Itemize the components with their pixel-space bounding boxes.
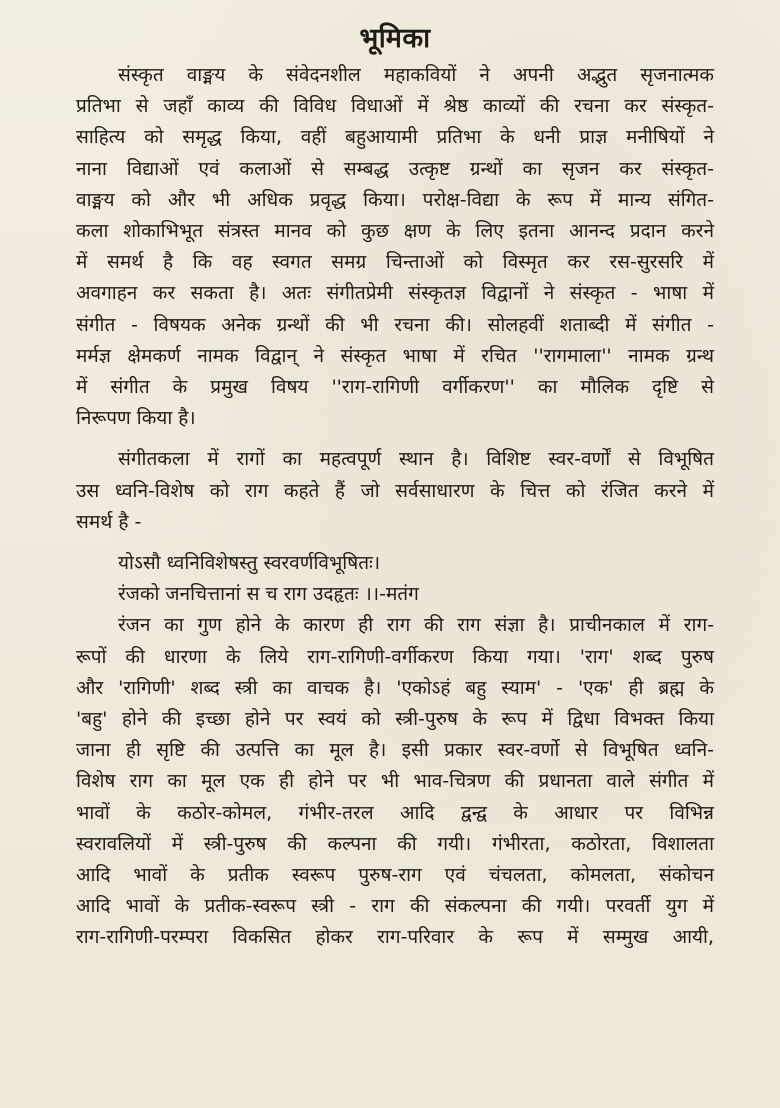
verse-line: योऽसौ ध्वनिविशेषस्तु स्वरवर्णविभूषितः।: [118, 552, 381, 575]
text-line: में संगीत के प्रमुख विषय ''राग-रागिणी वर्गीकरण'' का मौलिक दृष्टि से: [76, 376, 714, 399]
text-line: नाना विद्याओं एवं कलाओं से सम्बद्ध उत्कृष्ट ग्रन्थों का सृजन कर संस्कृत-: [76, 157, 714, 180]
paragraph-gap: [76, 434, 714, 444]
text-line: संस्कृत वाङ्मय के संवेदनशील महाकवियों ने अपनी अद्भुत सृजनात्मक: [118, 64, 714, 86]
text-line: जाना ही सृष्टि की उत्पत्ति का मूल है। इसी प्रकार स्वर-वर्णो से विभूषित ध्वनि-: [76, 739, 714, 762]
text-line: समर्थ है -: [76, 510, 142, 533]
text-line: विशेष राग का मूल एक ही होने पर भी भाव-चित्रण की प्रधानता वाले संगीत में: [76, 770, 714, 793]
text-line: में समर्थ है कि वह स्वगत समग्र चिन्ताओं को विस्मृत कर रस-सुरसरि में: [76, 251, 714, 274]
text-line: स्वरावलियों में स्त्री-पुरुष की कल्पना की गयी। गंभीरता, कठोरता, विशालता: [76, 832, 714, 855]
paragraph-gap: [76, 538, 714, 548]
text-line: कला शोकाभिभूत संत्रस्त मानव को कुछ क्षण के लिए इतना आनन्द प्रदान करने: [76, 220, 714, 243]
text-line: भावों के कठोर-कोमल, गंभीर-तरल आदि द्वन्द्व के आधार पर विभिन्न: [76, 801, 714, 824]
text-line: 'बहु' होने की इच्छा होने पर स्वयं को स्त्री-पुरुष के रूप में द्विधा विभक्त किया: [76, 708, 714, 731]
text-line: मर्मज्ञ क्षेमकर्ण नामक विद्वान् ने संस्कृत भाषा में रचित ''रागमाला'' नामक ग्रन्थ: [76, 344, 714, 367]
paragraph-3: [76, 610, 714, 953]
page-title: भूमिका: [359, 23, 431, 54]
text-line: रंजन का गुण होने के कारण ही राग की राग संज्ञा है। प्राचीनकाल में राग-: [118, 614, 714, 637]
text-line: रूपों की धारणा के लिये राग-रागिणी-वर्गीकरण किया गया। 'राग' शब्द पुरुष: [76, 645, 714, 668]
text-line: आदि भावों के प्रतीक स्वरूप पुरुष-राग एवं चंचलता, कोमलता, संकोचन: [76, 864, 714, 887]
text-line: और 'रागिणी' शब्द स्त्री का वाचक है। 'एकोऽहं बहु स्याम' - 'एक' ही ब्रह्म के: [76, 676, 714, 699]
text-line: साहित्य को समृद्ध किया, वहीं बहुआयामी प्रतिभा के धनी प्राज्ञ मनीषियों ने: [76, 126, 714, 149]
text-line: अवगाहन कर सकता है। अतः संगीतप्रेमी संस्कृतज्ञ विद्वानों ने संस्कृत - भाषा में: [76, 282, 714, 305]
verse-line: रंजको जनचित्तानां स च राग उदहृतः ।।-मतंग: [118, 583, 419, 606]
text-line: निरूपण किया है।: [76, 407, 196, 430]
text-line: उस ध्वनि-विशेष को राग कहते हैं जो सर्वसाधारण के चित्त को रंजित करने में: [76, 479, 714, 502]
sanskrit-verse: [76, 548, 714, 610]
text-line: राग-रागिणी-परम्परा विकसित होकर राग-परिवार के रूप में सम्मुख आयी,: [76, 926, 714, 949]
paragraph-1: [76, 60, 714, 434]
text-line: आदि भावों के प्रतीक-स्वरूप स्त्री - राग की संकल्पना की गयी। परवर्ती युग में: [76, 895, 714, 918]
text-line: संगीतकला में रागों का महत्वपूर्ण स्थान है। विशिष्ट स्वर-वर्णों से विभूषित: [118, 448, 714, 471]
text-line: प्रतिभा से जहाँ काव्य की विविध विधाओं में श्रेष्ठ काव्यों की रचना कर संस्कृत-: [76, 95, 714, 118]
text-line: संगीत - विषयक अनेक ग्रन्थों की भी रचना की। सोलहवीं शताब्दी में संगीत -: [76, 313, 714, 336]
text-line: वाङ्मय को और भी अधिक प्रवृद्ध किया। परोक्ष-विद्या के रूप में मान्य संगित-: [76, 188, 714, 211]
paragraph-2: [76, 444, 714, 538]
